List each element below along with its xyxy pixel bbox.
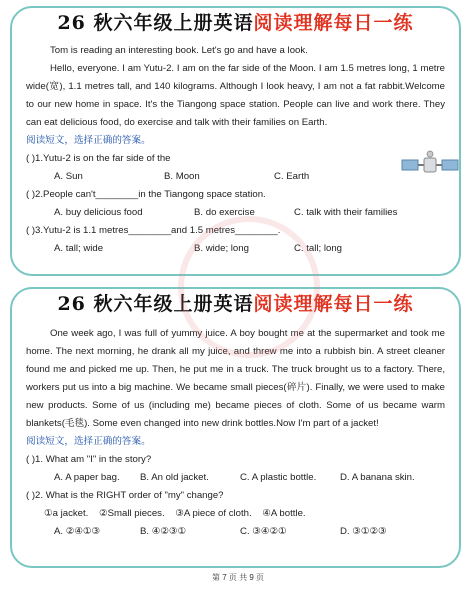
passage-1-text: Hello, everyone. I am Yutu-2. I am on the far side of the Moon. I am 1.5 metres long, 1 metre wide(宽), 1.1 metres tall, and 140 kilograms. Although I look heavy, I am not a fat rabbit.Welcome to our new home in space. It's the Tiangong space station. People can live and work there. They can eat delicious food, do exercise and talk with their families on Earth. — [26, 63, 445, 128]
option: B. do exercise — [194, 207, 255, 218]
question-1-2: ( )2.People can't________in the Tiangong space station. — [26, 189, 266, 200]
question-1-1-options — [26, 168, 445, 186]
option: B. wide; long — [194, 243, 249, 254]
card-1-title: 26 秋六年级上册英语 阅读理解每日一练 — [57, 12, 414, 34]
instruction-2: 阅读短文，选择正确的答案。 — [26, 436, 151, 447]
question-2-1-options — [26, 469, 445, 487]
option: D. ③①②③ — [340, 526, 387, 537]
passage-1-intro: Tom is reading an interesting book. Let's go and have a look. — [50, 45, 308, 56]
reading-card-2 — [10, 287, 461, 568]
option: A. tall; wide — [54, 243, 104, 254]
satellite-icon — [400, 146, 460, 186]
card-1-body — [26, 42, 445, 258]
reading-card-1 — [10, 6, 461, 276]
instruction-1: 阅读短文，选择正确的答案。 — [26, 135, 151, 146]
option: B. Moon — [164, 171, 200, 182]
question-2-1: ( )1. What am "I" in the story? — [26, 454, 152, 465]
question-1-1: ( )1.Yutu-2 is on the far side of the — [26, 153, 171, 164]
card-2-title: 26 秋六年级上册英语 阅读理解每日一练 — [57, 293, 414, 315]
option: B. ④②③① — [140, 526, 187, 537]
option: A. buy delicious food — [54, 207, 143, 218]
card-2-body — [26, 325, 445, 541]
question-2-2-items: ①a jacket. ②Small pieces. ③A piece of cloth. ④A bottle. — [44, 508, 306, 519]
option: C. tall; long — [294, 243, 342, 254]
option: A. A paper bag. — [54, 472, 120, 483]
option: C. talk with their families — [294, 207, 398, 218]
option: A. ②④①③ — [54, 526, 101, 537]
option: B. An old jacket. — [140, 472, 209, 483]
option: A. Sun — [54, 171, 83, 182]
option: C. ③④②① — [240, 526, 287, 537]
option: C. Earth — [274, 171, 310, 182]
question-2-2: ( )2. What is the RIGHT order of "my" change? — [26, 490, 224, 501]
question-1-3: ( )3.Yutu-2 is 1.1 metres________and 1.5 metres________. — [26, 225, 281, 236]
passage-2-text: One week ago, I was full of yummy juice. A boy bought me at the supermarket and took me home. The next morning, he drank all my juice, and threw me into a rubbish bin. A street cleaner found me and picked me up. Then, he put me in a truck. The truck brought us to a factory. There, workers put us into a big machine. We became small pieces(碎片). Finally, we were used to make new products. Some of us (including me) became pieces of cloth. Some of us became warm blankets(毛毯). Some even changed into new drink bottles.Now I'm part of a jacket! — [26, 328, 445, 429]
question-2-2-options — [26, 523, 445, 541]
question-1-3-options — [26, 240, 445, 258]
page-footer: 第 7 页 共 9 页 — [211, 573, 264, 582]
question-1-2-options — [26, 204, 445, 222]
option: D. A banana skin. — [340, 472, 415, 483]
option: C. A plastic bottle. — [240, 472, 317, 483]
